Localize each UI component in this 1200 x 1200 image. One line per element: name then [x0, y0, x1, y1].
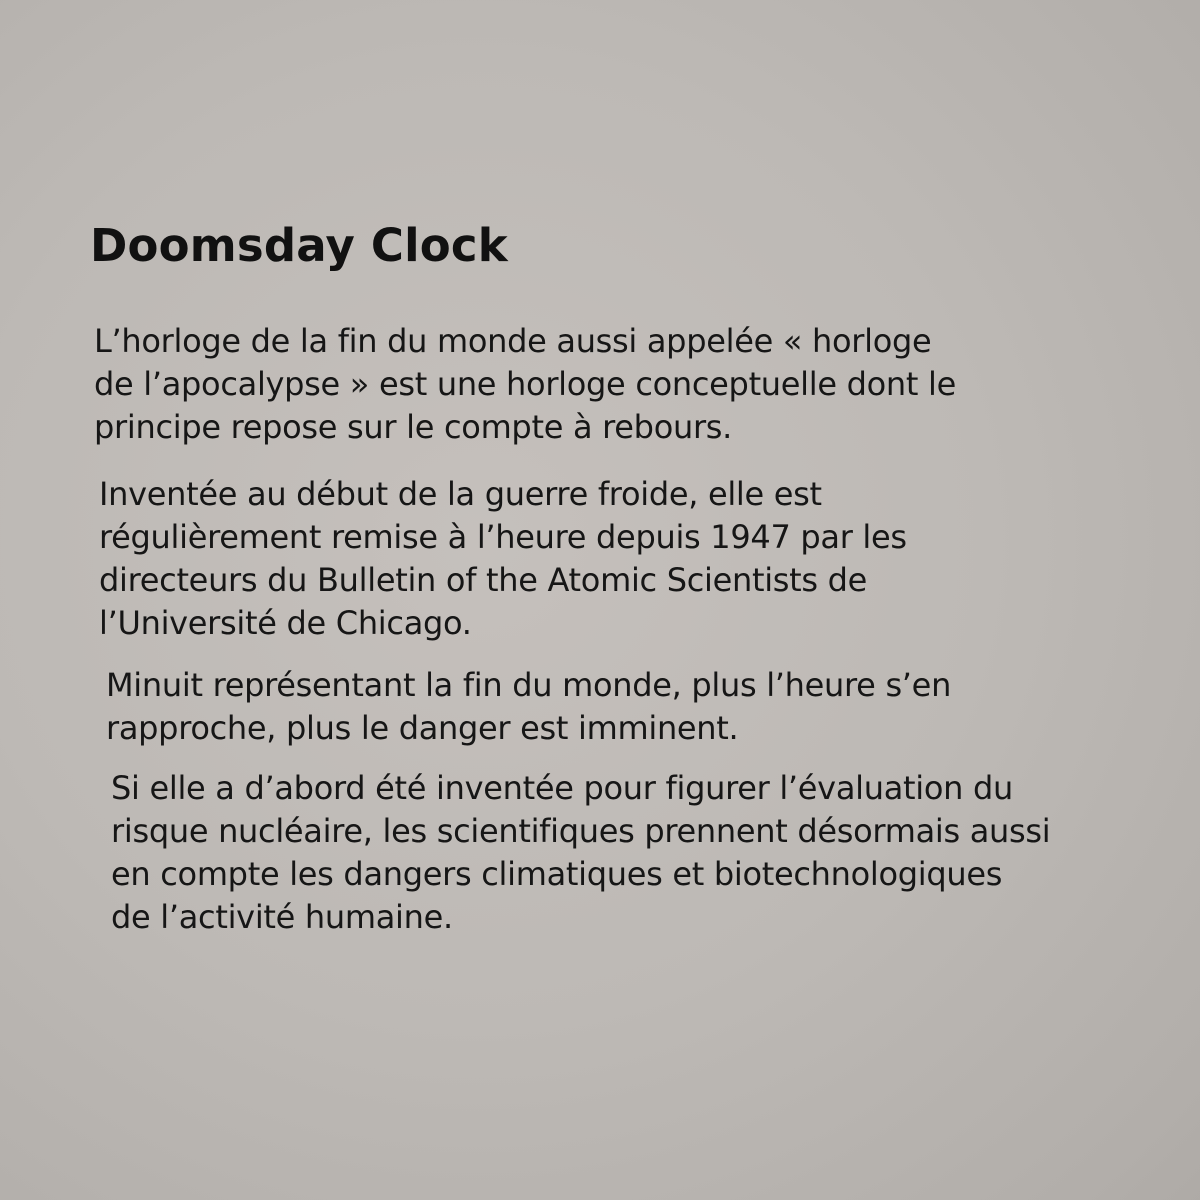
text-line: risque nucléaire, les scientifiques prennent désormais aussi: [111, 812, 1051, 850]
text-line: rapproche, plus le danger est imminent.: [106, 709, 739, 747]
text-line: Si elle a d’abord été inventée pour figurer l’évaluation du: [111, 769, 1013, 807]
panel-title: Doomsday Clock: [90, 219, 508, 272]
paragraph-definition: [94, 320, 1174, 449]
text-line: Inventée au début de la guerre froide, elle est: [99, 475, 822, 513]
text-line: principe repose sur le compte à rebours.: [94, 408, 733, 446]
paragraph-midnight: [106, 664, 1186, 750]
text-line: régulièrement remise à l’heure depuis 1947 par les: [99, 518, 907, 556]
text-line: de l’apocalypse » est une horloge conceptuelle dont le: [94, 365, 956, 403]
text-line: en compte les dangers climatiques et biotechnologiques: [111, 855, 1003, 893]
text-line: Minuit représentant la fin du monde, plus l’heure s’en: [106, 666, 952, 704]
paragraph-history: [99, 473, 1179, 645]
paragraph-risks: [111, 767, 1191, 939]
text-line: directeurs du Bulletin of the Atomic Scientists de: [99, 561, 868, 599]
text-line: L’horloge de la fin du monde aussi appelée « horloge: [94, 322, 932, 360]
text-line: de l’activité humaine.: [111, 898, 453, 936]
text-line: l’Université de Chicago.: [99, 604, 472, 642]
